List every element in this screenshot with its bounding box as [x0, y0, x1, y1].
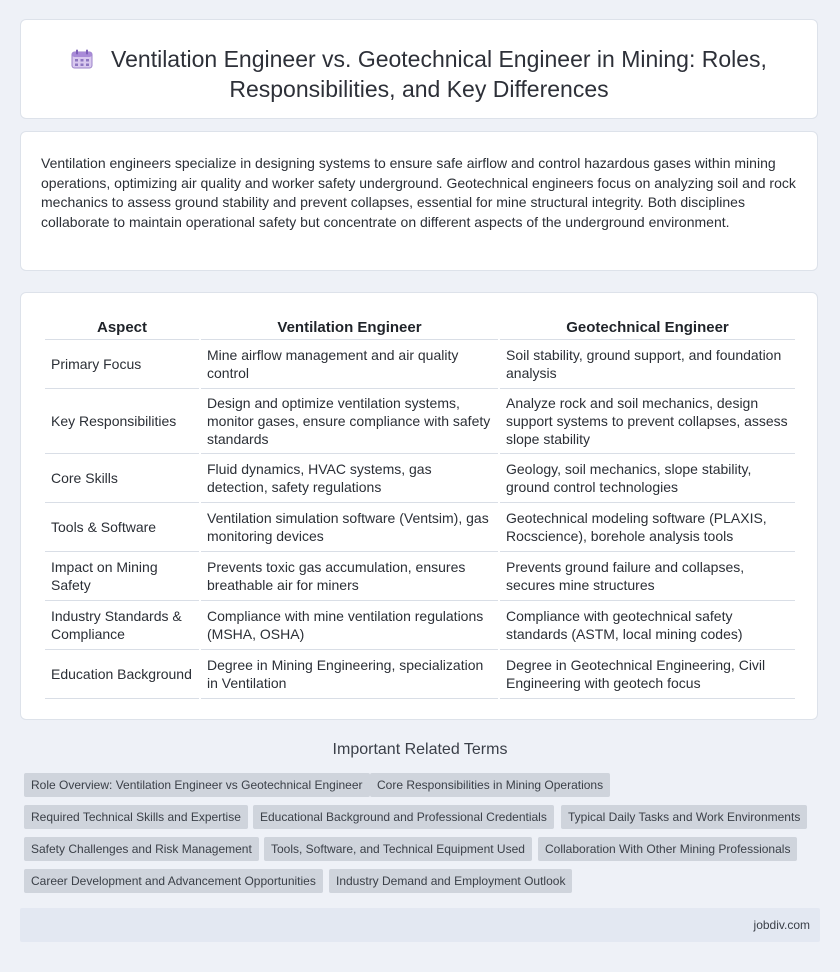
table-row: [45, 454, 795, 503]
ventilation-cell: Fluid dynamics, HVAC systems, gas detection, safety regulations: [201, 454, 498, 503]
header-card: [20, 19, 818, 119]
related-term-tag[interactable]: Typical Daily Tasks and Work Environments: [561, 805, 807, 829]
aspect-cell: Core Skills: [45, 454, 199, 503]
table-row: [45, 503, 795, 552]
comparison-table: [43, 317, 797, 699]
table-row: [45, 340, 795, 389]
header-geotechnical-engineer: Geotechnical Engineer: [500, 317, 795, 340]
intro-card: [20, 131, 818, 271]
calendar-icon: [71, 49, 93, 69]
footer-site-link[interactable]: jobdiv.com: [753, 918, 810, 932]
related-term-tag[interactable]: Core Responsibilities in Mining Operations: [370, 773, 610, 797]
geotechnical-cell: Degree in Geotechnical Engineering, Civil Engineering with geotech focus: [500, 650, 795, 699]
related-terms-title: Important Related Terms: [332, 741, 508, 758]
aspect-cell: Impact on Mining Safety: [45, 552, 199, 601]
table-row: [45, 552, 795, 601]
related-term-tag[interactable]: Tools, Software, and Technical Equipment Used: [264, 837, 532, 861]
related-term-tag[interactable]: Collaboration With Other Mining Professionals: [538, 837, 797, 861]
ventilation-cell: Mine airflow management and air quality control: [201, 340, 498, 389]
aspect-cell: Education Background: [45, 650, 199, 699]
header-aspect: Aspect: [45, 317, 199, 340]
aspect-cell: Industry Standards & Compliance: [45, 601, 199, 650]
related-term-tag[interactable]: Role Overview: Ventilation Engineer vs Geotechnical Engineer: [24, 773, 370, 797]
table-header-row: [45, 317, 795, 340]
geotechnical-cell: Soil stability, ground support, and foundation analysis: [500, 340, 795, 389]
geotechnical-cell: Geotechnical modeling software (PLAXIS, Rocscience), borehole analysis tools: [500, 503, 795, 552]
ventilation-cell: Compliance with mine ventilation regulations (MSHA, OSHA): [201, 601, 498, 650]
intro-paragraph: Ventilation engineers specialize in designing systems to ensure safe airflow and control hazardous gases within mining operations, optimizing air quality and worker safety underground. Geotechnical engineers focus on analyzing soil and rock mechanics to assess ground stability and prevent collapses, essential for mine structural integrity. Both disciplines collaborate to maintain operational safety but concentrate on different aspects of the underground environment.: [41, 155, 796, 230]
related-term-tag[interactable]: Career Development and Advancement Opportunities: [24, 869, 323, 893]
aspect-cell: Tools & Software: [45, 503, 199, 552]
title-wrap: [21, 44, 817, 104]
ventilation-cell: Ventilation simulation software (Ventsim), gas monitoring devices: [201, 503, 498, 552]
header-ventilation-engineer: Ventilation Engineer: [201, 317, 498, 340]
ventilation-cell: Design and optimize ventilation systems, monitor gases, ensure compliance with safety standards: [201, 389, 498, 454]
table-row: [45, 650, 795, 699]
aspect-cell: Key Responsibilities: [45, 389, 199, 454]
related-term-tag[interactable]: Safety Challenges and Risk Management: [24, 837, 259, 861]
related-term-tag[interactable]: Industry Demand and Employment Outlook: [329, 869, 572, 893]
footer-bar: [20, 908, 820, 942]
aspect-cell: Primary Focus: [45, 340, 199, 389]
table-row: [45, 601, 795, 650]
related-term-tag[interactable]: Educational Background and Professional Credentials: [253, 805, 554, 829]
table-row: [45, 389, 795, 454]
ventilation-cell: Degree in Mining Engineering, specialization in Ventilation: [201, 650, 498, 699]
geotechnical-cell: Prevents ground failure and collapses, secures mine structures: [500, 552, 795, 601]
ventilation-cell: Prevents toxic gas accumulation, ensures breathable air for miners: [201, 552, 498, 601]
geotechnical-cell: Analyze rock and soil mechanics, design support systems to prevent collapses, assess slope stability: [500, 389, 795, 454]
page-title: [49, 44, 789, 104]
geotechnical-cell: Compliance with geotechnical safety standards (ASTM, local mining codes): [500, 601, 795, 650]
geotechnical-cell: Geology, soil mechanics, slope stability, ground control technologies: [500, 454, 795, 503]
comparison-table-card: [20, 292, 818, 720]
related-term-tag[interactable]: Required Technical Skills and Expertise: [24, 805, 248, 829]
page-title-text: Ventilation Engineer vs. Geotechnical Engineer in Mining: Roles, Responsibilities, and Key Differences: [111, 46, 767, 102]
